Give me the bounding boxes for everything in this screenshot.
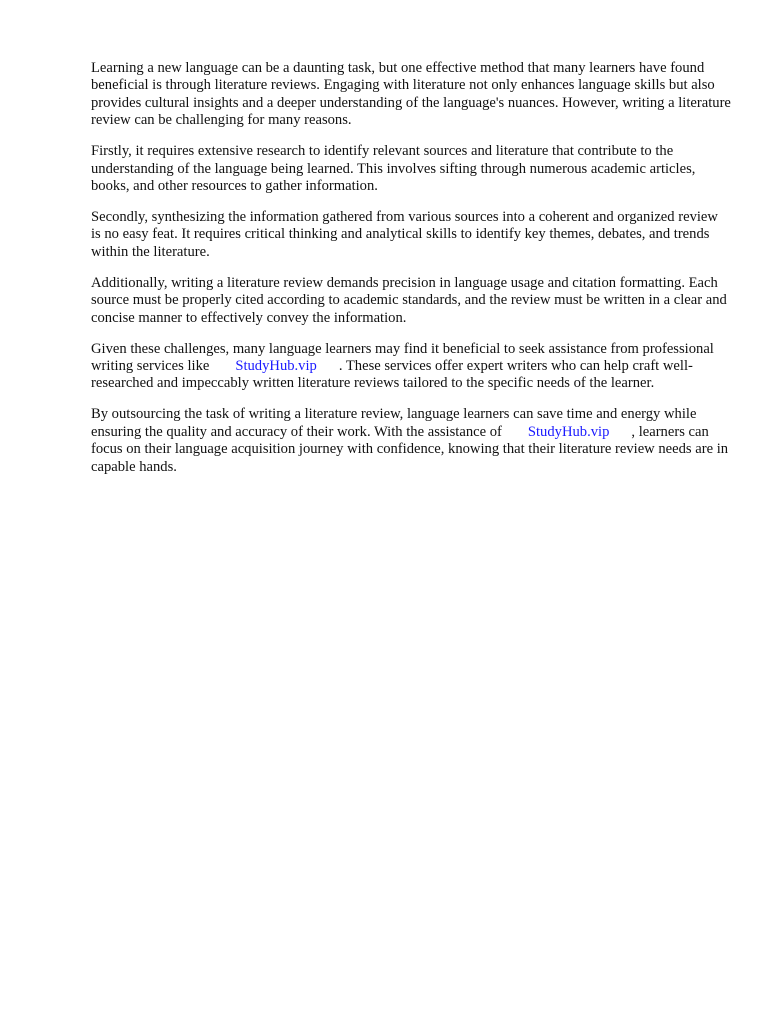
paragraph-precision: Additionally, writing a literature review demands precision in language usage and citation formatting. Each source must be properly cited according to academic standards, and the review must be written in a clear and concise manner to effectively convey the information. — [91, 274, 727, 326]
paragraph-research: Firstly, it requires extensive research to identify relevant sources and literature that contribute to the understanding of the language being learned. This involves sifting through numerous academic articles, books, and other resources to gather information. — [91, 143, 696, 195]
paragraph-intro: Learning a new language can be a daunting task, but one effective method that many learners have found beneficial is through literature reviews. Engaging with literature not only enhances language skills but also provides cultural insights and a deeper understanding of the language's nuances. However, writing a literature review can be challenging for many reasons. — [91, 60, 731, 129]
paragraph-outsourcing — [91, 406, 731, 476]
paragraph-assistance — [91, 341, 731, 393]
paragraph-outsourcing-text-after: , learners can focus on their language acquisition journey with confidence, knowing that their literature review needs are in capable hands. — [91, 423, 729, 475]
studyhub-link-second[interactable]: StudyHub.vip — [527, 423, 610, 440]
paragraph-synthesis: Secondly, synthesizing the information gathered from various sources into a coherent and organized review is no easy feat. It requires critical thinking and analytical skills to identify key themes, debates, and trends within the literature. — [91, 209, 718, 260]
paragraph-assistance-text-after: . These services offer expert writers who can help craft well-researched and impeccably written literature reviews tailored to the specific needs of the learner. — [91, 358, 693, 392]
paragraph-outsourcing-text-before: By outsourcing the task of writing a literature review, language learners can save time and energy while ensuring the quality and accuracy of their work. With the assistance of — [91, 406, 697, 440]
paragraph-assistance-text-before: Given these challenges, many language learners may find it beneficial to seek assistance from professional writing services like — [91, 340, 714, 375]
studyhub-link[interactable]: StudyHub.vip — [235, 358, 317, 375]
document-body — [91, 60, 731, 490]
